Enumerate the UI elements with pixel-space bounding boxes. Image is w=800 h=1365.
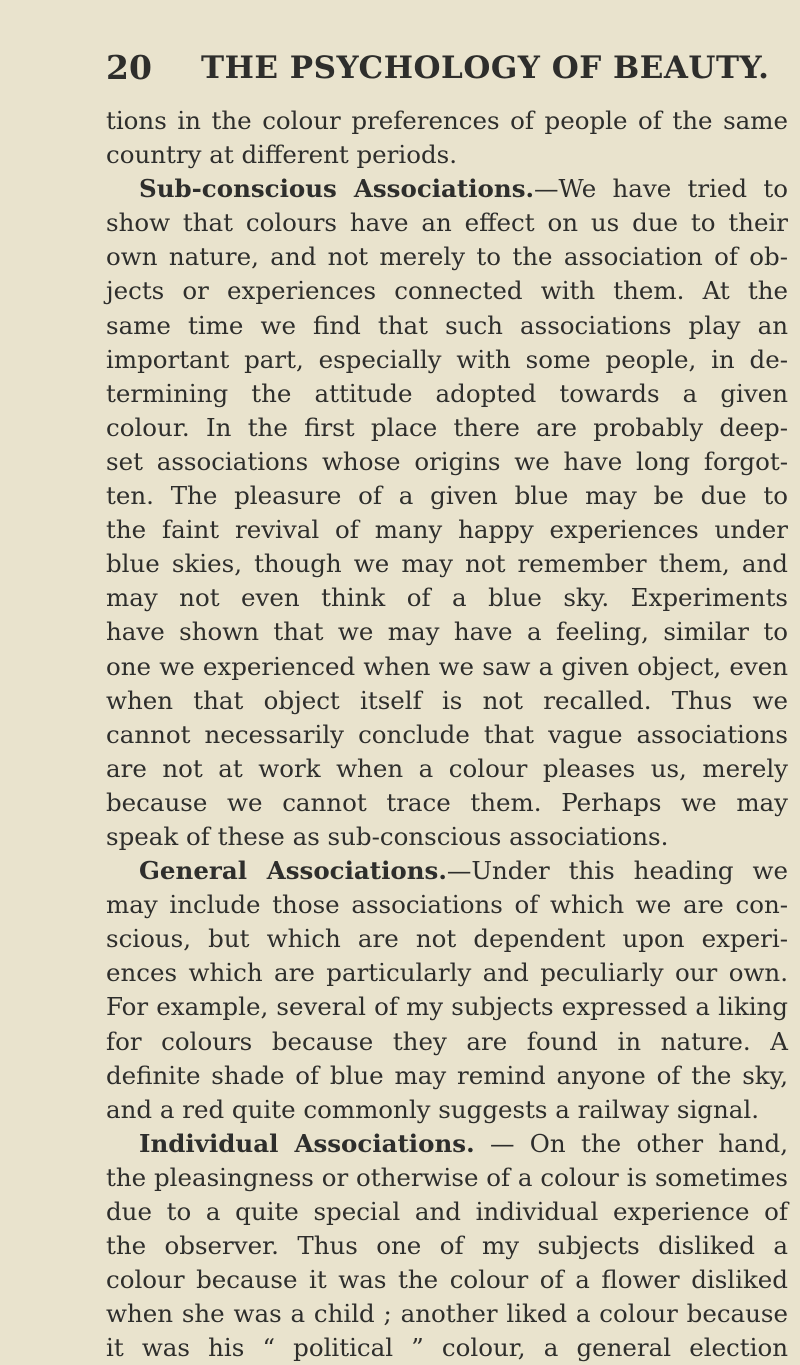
- text-line: [106, 411, 788, 445]
- line-text: the faint revival of many happy experiences under: [106, 515, 788, 545]
- line-text: for colours because they are found in nature. A: [106, 1026, 788, 1056]
- line-text: jects or experiences connected with them. At the: [106, 276, 788, 306]
- text-line: [106, 1025, 788, 1059]
- line-text: the observer. Thus one of my subjects disliked a: [106, 1231, 788, 1261]
- text-line: [106, 479, 788, 513]
- running-head: THE PSYCHOLOGY OF BEAUTY.: [201, 50, 770, 86]
- line-text: have shown that we may have a feeling, similar to: [106, 617, 788, 647]
- line-text: For example, several of my subjects expressed a liking: [106, 992, 788, 1022]
- paragraph-heading: General Associations.: [139, 856, 447, 886]
- text-line: [106, 1229, 788, 1263]
- text-line: [106, 445, 788, 479]
- paragraph-heading-line: [106, 172, 788, 206]
- line-text: it was his “ political ” colour, a general election: [106, 1333, 788, 1363]
- text-line: [106, 888, 788, 922]
- line-text: blue skies, though we may not remember them, and: [106, 549, 788, 579]
- text-line: [106, 752, 788, 786]
- text-line: [106, 547, 788, 581]
- line-text: the pleasingness or otherwise of a colour is sometimes: [106, 1162, 788, 1192]
- line-text: same time we find that such associations play an: [106, 310, 788, 340]
- line-text: ences which are particularly and peculiarly our own.: [106, 958, 788, 988]
- text-line: [106, 684, 788, 718]
- text-line: [106, 206, 788, 240]
- line-text: important part, especially with some people, in de-: [106, 344, 788, 374]
- line-text: are not at work when a colour pleases us, merely: [106, 753, 788, 783]
- line-text: colour because it was the colour of a flower disliked: [106, 1265, 788, 1295]
- text-line: [106, 615, 788, 649]
- paragraph-heading-line: [106, 854, 788, 888]
- text-line: [106, 718, 788, 752]
- page-number: 20: [106, 48, 152, 87]
- line-text: colour. In the first place there are probably deep-: [106, 412, 788, 442]
- paragraph-heading: Individual Associations.: [139, 1128, 475, 1158]
- text-line: [106, 1263, 788, 1297]
- line-text: one we experienced when we saw a given object, even: [106, 651, 788, 681]
- text-line: [106, 1161, 788, 1195]
- line-text: —We have tried to: [534, 174, 788, 204]
- line-text: may not even think of a blue sky. Experiments: [106, 583, 788, 613]
- line-text: may include those associations of which we are con-: [106, 890, 788, 920]
- line-text: tions in the colour preferences of people of the same: [106, 106, 788, 135]
- line-text: when she was a child ; another liked a colour because: [106, 1299, 788, 1329]
- text-line: [106, 1059, 788, 1093]
- line-text: scious, but which are not dependent upon experi-: [106, 924, 788, 954]
- text-line: [106, 274, 788, 308]
- line-text: termining the attitude adopted towards a given: [106, 378, 788, 408]
- line-text: because we cannot trace them. Perhaps we may: [106, 787, 788, 817]
- line-text: cannot necessarily conclude that vague associations: [106, 719, 788, 749]
- line-text: —Under this heading we: [446, 856, 788, 886]
- text-line: [106, 922, 788, 956]
- line-text: — On the other hand,: [474, 1128, 789, 1158]
- text-line: [106, 513, 788, 547]
- text-line: [106, 240, 788, 274]
- text-line: [106, 820, 788, 854]
- text-line: [106, 786, 788, 820]
- page-header: [106, 46, 786, 90]
- text-line: [106, 138, 788, 172]
- text-line: [106, 1297, 788, 1331]
- text-line: [106, 650, 788, 684]
- line-text: definite shade of blue may remind anyone of the sky,: [106, 1060, 788, 1090]
- line-text: ten. The pleasure of a given blue may be due to: [106, 481, 788, 511]
- paragraph-heading: Sub-conscious Associations.: [139, 174, 535, 204]
- line-text: speak of these as sub-conscious associations.: [106, 821, 669, 851]
- text-line: [106, 1195, 788, 1229]
- text-line: [106, 581, 788, 615]
- text-line: [106, 956, 788, 990]
- paragraph-heading-line: [106, 1127, 788, 1161]
- text-line: [106, 1093, 788, 1127]
- text-line: [106, 343, 788, 377]
- line-text: country at different periods.: [106, 140, 458, 170]
- line-text: own nature, and not merely to the association of ob-: [106, 242, 788, 272]
- line-text: and a red quite commonly suggests a railway signal.: [106, 1094, 759, 1124]
- line-text: show that colours have an effect on us due to their: [106, 208, 788, 238]
- body-text: [106, 104, 788, 1365]
- line-text: when that object itself is not recalled. Thus we: [106, 685, 788, 715]
- text-line: [106, 990, 788, 1024]
- line-text: due to a quite special and individual experience of: [106, 1197, 788, 1226]
- text-line: [106, 1331, 788, 1365]
- text-line: [106, 104, 788, 138]
- line-text: set associations whose origins we have long forgot-: [106, 446, 788, 476]
- text-line: [106, 377, 788, 411]
- text-line: [106, 309, 788, 343]
